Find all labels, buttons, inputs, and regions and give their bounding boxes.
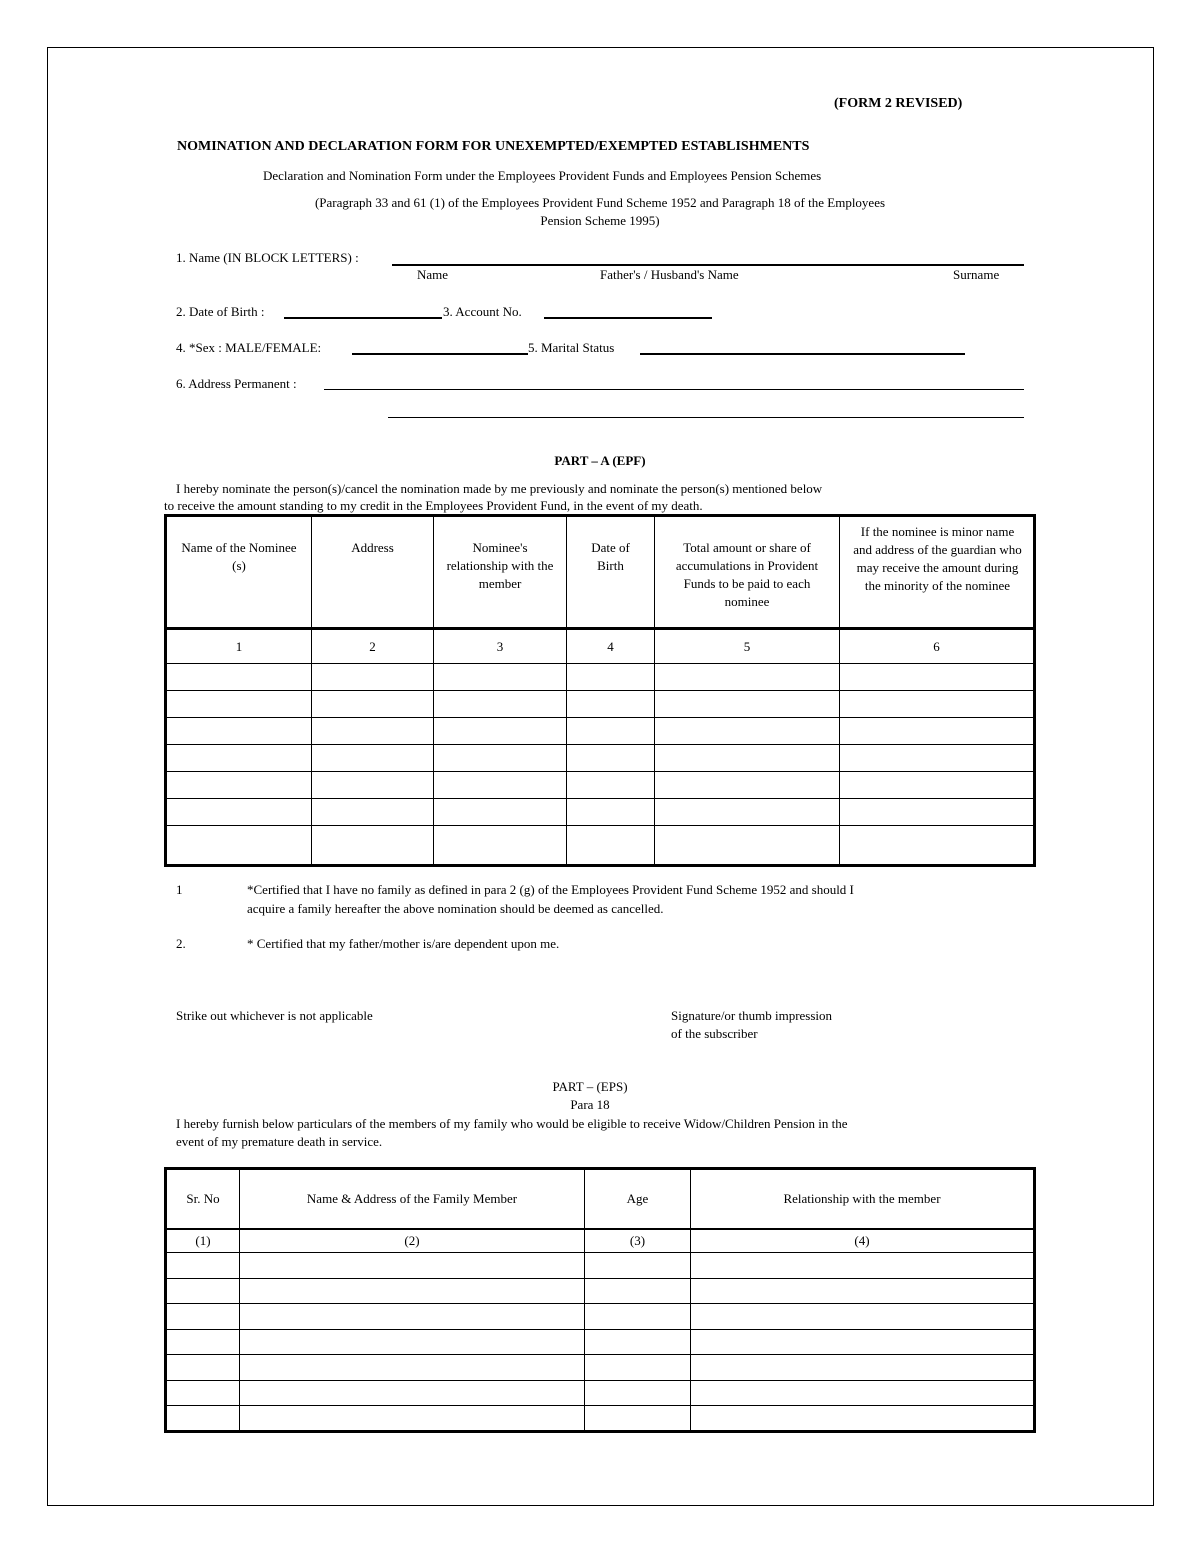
cell[interactable]	[166, 1253, 240, 1279]
signature-label-1: Signature/or thumb impression	[671, 1008, 833, 1023]
cell[interactable]	[434, 664, 567, 691]
cell[interactable]	[567, 664, 655, 691]
father-name-sublabel: Father's / Husband's Name	[600, 267, 739, 282]
cell[interactable]	[166, 691, 312, 718]
cell[interactable]	[691, 1329, 1035, 1355]
sex-label: 4. *Sex : MALE/FEMALE:	[176, 340, 322, 355]
cell[interactable]	[840, 772, 1035, 799]
cell[interactable]	[585, 1355, 691, 1381]
cell[interactable]	[166, 826, 312, 866]
table-row	[166, 826, 1035, 866]
address-label: 6. Address Permanent :	[176, 376, 297, 391]
column-number: (2)	[240, 1229, 585, 1253]
cell[interactable]	[240, 1253, 585, 1279]
cell[interactable]	[567, 799, 655, 826]
signature-label-2: of the subscriber	[671, 1026, 758, 1041]
header-guardian: If the nominee is minor name and address of the guardian who may receive the amount during the minority of the nominee	[840, 516, 1035, 629]
cell[interactable]	[655, 745, 840, 772]
header-nominee-name: Name of the Nominee (s)	[166, 516, 312, 629]
cell[interactable]	[567, 826, 655, 866]
marital-label: 5. Marital Status	[528, 340, 615, 355]
account-field[interactable]	[544, 317, 712, 319]
paragraph-ref-1: (Paragraph 33 and 61 (1) of the Employees Provident Fund Scheme 1952 and Paragraph 18 of the Employees	[314, 195, 886, 210]
eps-family-table	[164, 1167, 1036, 1433]
cell[interactable]	[166, 664, 312, 691]
cell[interactable]	[691, 1406, 1035, 1432]
note-1-line-1: *Certified that I have no family as defined in para 2 (g) of the Employees Provident Fund Scheme 1952 and should I	[247, 882, 854, 897]
cell[interactable]	[585, 1253, 691, 1279]
cell[interactable]	[691, 1278, 1035, 1304]
header-relationship: Nominee's relationship with the member	[434, 516, 567, 629]
cell[interactable]	[312, 799, 434, 826]
header-name-address: Name & Address of the Family Member	[240, 1169, 585, 1229]
column-number: 5	[655, 629, 840, 664]
cell[interactable]	[166, 1355, 240, 1381]
cell[interactable]	[840, 745, 1035, 772]
marital-field[interactable]	[640, 353, 965, 355]
cell[interactable]	[567, 691, 655, 718]
cell[interactable]	[312, 772, 434, 799]
table-row	[166, 691, 1035, 718]
cell[interactable]	[240, 1380, 585, 1406]
cell[interactable]	[166, 1329, 240, 1355]
cell[interactable]	[691, 1304, 1035, 1330]
cell[interactable]	[655, 691, 840, 718]
cell[interactable]	[840, 664, 1035, 691]
table-row	[166, 1304, 1035, 1330]
cell[interactable]	[585, 1380, 691, 1406]
cell[interactable]	[567, 745, 655, 772]
cell[interactable]	[166, 718, 312, 745]
column-number: (4)	[691, 1229, 1035, 1253]
strike-out-note: Strike out whichever is not applicable	[176, 1008, 373, 1023]
cell[interactable]	[240, 1304, 585, 1330]
cell[interactable]	[840, 826, 1035, 866]
form-title: NOMINATION AND DECLARATION FORM FOR UNEXEMPTED/EXEMPTED ESTABLISHMENTS	[177, 139, 810, 154]
table-row	[166, 1253, 1035, 1279]
cell[interactable]	[312, 664, 434, 691]
cell[interactable]	[312, 745, 434, 772]
cell[interactable]	[166, 745, 312, 772]
paragraph-ref-2: Pension Scheme 1995)	[540, 213, 660, 228]
cell[interactable]	[840, 691, 1035, 718]
cell[interactable]	[840, 799, 1035, 826]
cell[interactable]	[434, 799, 567, 826]
part-eps-heading: PART – (EPS)	[552, 1079, 628, 1094]
table-row	[166, 664, 1035, 691]
form-subtitle: Declaration and Nomination Form under the Employees Provident Funds and Employees Pension Schemes	[263, 168, 822, 183]
table-row	[166, 1406, 1035, 1432]
table-row	[166, 799, 1035, 826]
cell[interactable]	[240, 1278, 585, 1304]
cell[interactable]	[240, 1355, 585, 1381]
part-eps-para: Para 18	[570, 1097, 610, 1112]
column-number-row	[166, 629, 1035, 664]
cell[interactable]	[240, 1406, 585, 1432]
header-relationship: Relationship with the member	[691, 1169, 1035, 1229]
column-number: (1)	[166, 1229, 240, 1253]
table-header-row	[166, 1169, 1035, 1229]
column-number: 1	[166, 629, 312, 664]
table-row	[166, 1278, 1035, 1304]
part-eps-intro-1: I hereby furnish below particulars of the members of my family who would be eligible to receive Widow/Children Pension in the	[176, 1116, 848, 1131]
table-row	[166, 772, 1035, 799]
cell[interactable]	[655, 799, 840, 826]
cell[interactable]	[655, 826, 840, 866]
cell[interactable]	[312, 691, 434, 718]
note-1-number: 1	[176, 882, 183, 897]
part-a-heading: PART – A (EPF)	[554, 453, 646, 468]
header-dob: Date of Birth	[567, 516, 655, 629]
cell[interactable]	[166, 772, 312, 799]
name-sublabel: Name	[417, 267, 449, 282]
cell[interactable]	[166, 1304, 240, 1330]
address-field-2[interactable]	[388, 417, 1024, 418]
table-row	[166, 745, 1035, 772]
table-row	[166, 718, 1035, 745]
cell[interactable]	[312, 718, 434, 745]
cell[interactable]	[434, 745, 567, 772]
cell[interactable]	[567, 718, 655, 745]
surname-sublabel: Surname	[953, 267, 1000, 282]
part-a-intro-1: I hereby nominate the person(s)/cancel the nomination made by me previously and nominate the person(s) mentioned below	[176, 481, 823, 496]
header-amount-share: Total amount or share of accumulations in Provident Funds to be paid to each nominee	[655, 516, 840, 629]
column-number: 6	[840, 629, 1035, 664]
note-1-line-2: acquire a family hereafter the above nomination should be deemed as cancelled.	[247, 901, 664, 916]
part-a-intro-2: to receive the amount standing to my credit in the Employees Provident Fund, in the event of my death.	[164, 498, 703, 513]
cell[interactable]	[434, 718, 567, 745]
cell[interactable]	[166, 799, 312, 826]
cell[interactable]	[585, 1406, 691, 1432]
address-field-1[interactable]	[324, 389, 1024, 390]
cell[interactable]	[166, 1406, 240, 1432]
cell[interactable]	[434, 772, 567, 799]
name-field[interactable]	[392, 264, 1024, 266]
cell[interactable]	[240, 1329, 585, 1355]
note-2-number: 2.	[176, 936, 186, 951]
cell[interactable]	[655, 718, 840, 745]
table-row	[166, 1329, 1035, 1355]
cell[interactable]	[691, 1253, 1035, 1279]
cell[interactable]	[691, 1355, 1035, 1381]
column-number: (3)	[585, 1229, 691, 1253]
account-label: 3. Account No.	[443, 304, 522, 319]
cell[interactable]	[655, 664, 840, 691]
sex-field[interactable]	[352, 353, 528, 355]
header-age: Age	[585, 1169, 691, 1229]
cell[interactable]	[585, 1278, 691, 1304]
epf-nominee-table	[164, 514, 1036, 867]
table-row	[166, 1380, 1035, 1406]
cell[interactable]	[691, 1380, 1035, 1406]
cell[interactable]	[166, 1278, 240, 1304]
cell[interactable]	[434, 826, 567, 866]
column-number: 3	[434, 629, 567, 664]
name-label: 1. Name (IN BLOCK LETTERS) :	[176, 250, 359, 265]
cell[interactable]	[840, 718, 1035, 745]
cell[interactable]	[585, 1304, 691, 1330]
column-number: 4	[567, 629, 655, 664]
note-2-text: * Certified that my father/mother is/are dependent upon me.	[247, 936, 560, 951]
column-number-row	[166, 1229, 1035, 1253]
header-address: Address	[312, 516, 434, 629]
cell[interactable]	[655, 772, 840, 799]
cell[interactable]	[434, 691, 567, 718]
dob-label: 2. Date of Birth :	[176, 304, 265, 319]
table-row	[166, 1355, 1035, 1381]
column-number: 2	[312, 629, 434, 664]
header-sr-no: Sr. No	[166, 1169, 240, 1229]
part-eps-intro-2: event of my premature death in service.	[176, 1134, 383, 1149]
cell[interactable]	[585, 1329, 691, 1355]
dob-field[interactable]	[284, 317, 442, 319]
cell[interactable]	[312, 826, 434, 866]
cell[interactable]	[567, 772, 655, 799]
table-header-row	[166, 516, 1035, 629]
cell[interactable]	[166, 1380, 240, 1406]
form-number: (FORM 2 REVISED)	[834, 96, 963, 111]
